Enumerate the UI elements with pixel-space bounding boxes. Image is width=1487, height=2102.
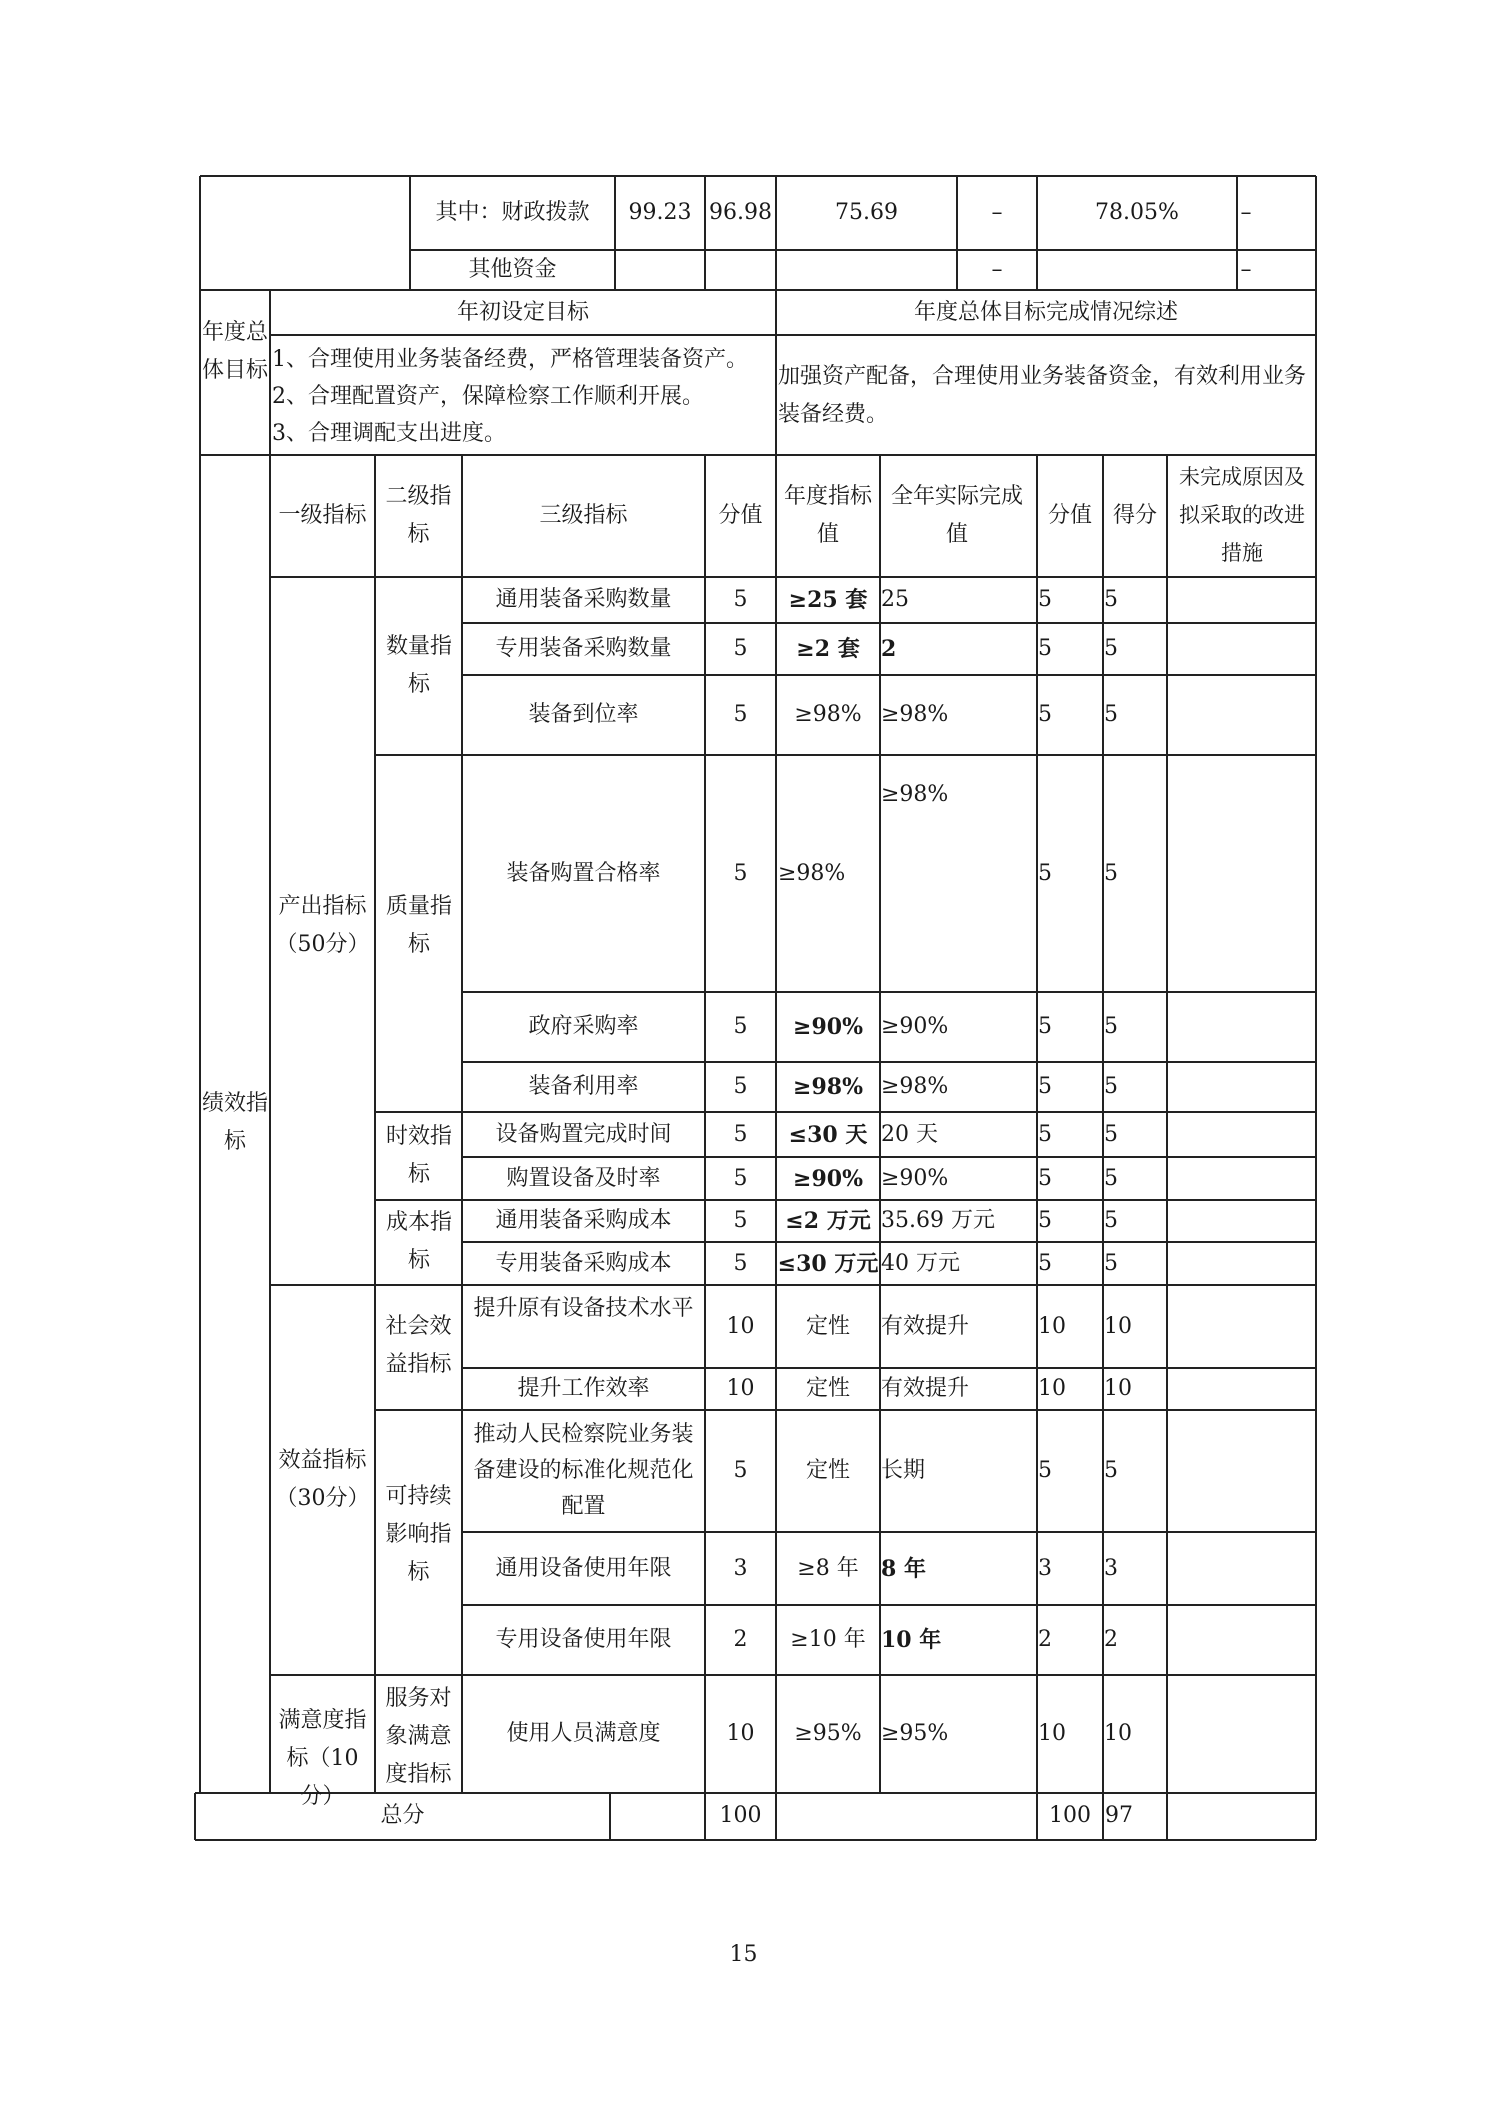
row-12-s: 10 [1038,1376,1066,1401]
summary-header: 年度总体目标完成情况综述 [913,300,1178,325]
row-9-g: 5 [1104,1208,1118,1233]
row-4-name: 装备购置合格率 [506,860,661,886]
row-12-g: 10 [1104,1376,1132,1401]
fiscal-dash1: – [991,200,1003,225]
fiscal-v2: 96.98 [709,200,772,225]
header-actual: 全年实际完成值 [890,484,1023,547]
row-1-g: 5 [1104,587,1118,612]
row-5-s: 5 [1038,1014,1052,1039]
fiscal-v1: 99.23 [628,200,692,225]
row-7-target: ≤30 天 [788,1121,868,1148]
row-3-g: 5 [1104,702,1118,727]
other-label: 其他资金 [468,257,557,282]
row-11-target: 定性 [805,1313,850,1339]
row-12-target: 定性 [805,1376,850,1401]
row-3-s: 5 [1038,702,1052,727]
row-9-name: 通用装备采购成本 [495,1208,672,1233]
row-15-score: 2 [733,1627,748,1652]
row-7-name: 设备购置完成时间 [495,1121,672,1147]
group-satisfaction: 满意度指标（10分） [278,1708,367,1809]
row-16-s: 10 [1038,1721,1066,1746]
row-9-score: 5 [733,1208,748,1233]
group-cost: 成本指标 [386,1210,453,1273]
row-11-score: 10 [726,1313,755,1339]
row-13-score: 5 [733,1458,748,1483]
row-11-s: 10 [1038,1313,1066,1339]
row-14-name: 通用设备使用年限 [495,1555,672,1581]
row-6-s: 5 [1038,1074,1052,1099]
row-9-actual: 35.69 万元 [881,1208,995,1233]
row-1-actual: 25 [881,587,909,612]
header-level1: 一级指标 [278,503,367,528]
row-9-s: 5 [1038,1208,1052,1233]
row-14-actual: 8 年 [881,1555,926,1582]
row-15-s: 2 [1038,1627,1052,1652]
row-10-actual: 40 万元 [881,1250,960,1276]
row-3-target: ≥98% [794,702,862,727]
row-6-target: ≥98% [793,1074,863,1100]
header-level2: 二级指标 [385,484,452,547]
row-5-name: 政府采购率 [528,1014,639,1039]
row-13-actual: 长期 [881,1458,926,1483]
header-score2: 分值 [1047,503,1092,528]
row-5-target: ≥90% [793,1014,863,1040]
header-score: 分值 [718,503,763,528]
row-1-target: ≥25 套 [788,587,868,613]
row-13-target: 定性 [805,1458,850,1483]
fiscal-v3: 75.69 [835,200,898,225]
row-4-g: 5 [1104,860,1118,886]
row-10-target: ≤30 万元 [777,1250,879,1277]
row-8-score: 5 [733,1165,748,1191]
row-14-score: 3 [733,1555,748,1581]
set-goal-line-2: 2、合理配置资产，保障检察工作顺利开展。 [272,384,704,409]
total-label: 总分 [380,1803,425,1828]
row-10-s: 5 [1038,1250,1052,1276]
set-goal-line-1: 1、合理使用业务装备经费，严格管理装备资产。 [272,347,748,372]
row-6-actual: ≥98% [881,1074,949,1099]
row-1-name: 通用装备采购数量 [495,587,672,612]
group-quality: 质量指标 [386,894,453,957]
row-3-actual: ≥98% [881,702,949,727]
row-1-score: 5 [733,587,748,612]
row-2-s: 5 [1038,636,1052,661]
row-10-score: 5 [733,1250,748,1276]
row-6-name: 装备利用率 [528,1074,639,1099]
row-6-score: 5 [733,1074,748,1099]
annual-goal-label: 年度总体目标 [202,320,269,383]
set-goal-line-3: 3、合理调配支出进度。 [272,421,506,446]
row-2-name: 专用装备采购数量 [495,636,672,661]
row-10-g: 5 [1104,1250,1118,1276]
header-got: 得分 [1112,503,1157,528]
row-8-actual: ≥90% [881,1165,949,1191]
perf-label: 绩效指标 [202,1091,269,1154]
row-5-g: 5 [1104,1014,1118,1039]
row-7-g: 5 [1104,1121,1118,1147]
row-5-actual: ≥90% [881,1014,949,1039]
row-13-name: 推动人民检察院业务装备建设的标准化规范化配置 [473,1422,694,1519]
row-16-g: 10 [1104,1721,1132,1746]
row-12-score: 10 [726,1376,755,1401]
row-8-name: 购置设备及时率 [506,1165,661,1191]
row-11-name: 提升原有设备技术水平 [473,1295,694,1321]
row-5-score: 5 [733,1014,748,1039]
header-target: 年度指标值 [783,484,872,547]
row-8-s: 5 [1038,1165,1052,1191]
row-1-s: 5 [1038,587,1052,612]
group-service: 服务对象满意度指标 [385,1686,452,1787]
group-benefit: 效益指标（30分） [275,1448,370,1511]
row-15-name: 专用设备使用年限 [495,1627,672,1652]
row-14-target: ≥8 年 [797,1555,859,1581]
row-15-target: ≥10 年 [790,1627,866,1652]
row-16-target: ≥95% [794,1721,862,1746]
summary-text: 加强资产配备，合理使用业务装备资金，有效利用业务装备经费。 [778,364,1307,427]
row-12-actual: 有效提升 [881,1376,970,1401]
row-4-score: 5 [733,860,748,886]
row-3-score: 5 [733,702,748,727]
row-15-g: 2 [1104,1627,1118,1652]
group-output: 产出指标（50分） [275,894,370,957]
group-quantity: 数量指标 [386,634,453,697]
row-11-g: 10 [1104,1313,1132,1339]
total-s: 100 [1049,1803,1091,1828]
row-7-s: 5 [1038,1121,1052,1147]
header-level3: 三级指标 [539,503,628,528]
total-score: 100 [719,1803,762,1828]
row-2-target: ≥2 套 [796,636,860,662]
row-2-score: 5 [733,636,748,661]
row-13-s: 5 [1038,1458,1052,1483]
row-7-score: 5 [733,1121,748,1147]
row-15-actual: 10 年 [881,1627,942,1653]
row-4-actual: ≥98% [881,782,949,807]
other-dash1: – [991,257,1003,282]
row-4-s: 5 [1038,860,1052,886]
row-9-target: ≤2 万元 [785,1208,871,1234]
row-2-g: 5 [1104,636,1118,661]
fiscal-label: 其中：财政拨款 [435,200,590,225]
row-14-s: 3 [1038,1555,1052,1581]
row-13-g: 5 [1104,1458,1118,1483]
group-social: 社会效益指标 [385,1314,452,1377]
row-4-target: ≥98% [778,860,846,886]
header-reason: 未完成原因及拟采取的改进措施 [1179,465,1305,565]
row-16-actual: ≥95% [881,1721,949,1746]
row-14-g: 3 [1104,1555,1118,1581]
row-16-score: 10 [726,1721,755,1746]
row-2-actual: 2 [881,636,897,662]
row-8-target: ≥90% [793,1165,863,1192]
page-number: 15 [729,1942,758,1967]
row-10-name: 专用装备采购成本 [495,1250,672,1276]
set-goal-header: 年初设定目标 [456,300,589,325]
other-dash2: – [1240,257,1252,282]
row-16-name: 使用人员满意度 [506,1721,661,1746]
group-timeliness: 时效指标 [386,1124,453,1187]
row-11-actual: 有效提升 [881,1313,970,1339]
row-8-g: 5 [1104,1165,1118,1191]
group-sustain: 可持续影响指标 [385,1484,452,1585]
total-got: 97 [1105,1803,1133,1828]
row-3-name: 装备到位率 [528,702,639,727]
row-12-name: 提升工作效率 [517,1376,650,1401]
fiscal-rate: 78.05% [1095,200,1179,225]
row-6-g: 5 [1104,1074,1118,1099]
fiscal-dash2: – [1240,200,1252,225]
row-7-actual: 20 天 [881,1121,938,1147]
